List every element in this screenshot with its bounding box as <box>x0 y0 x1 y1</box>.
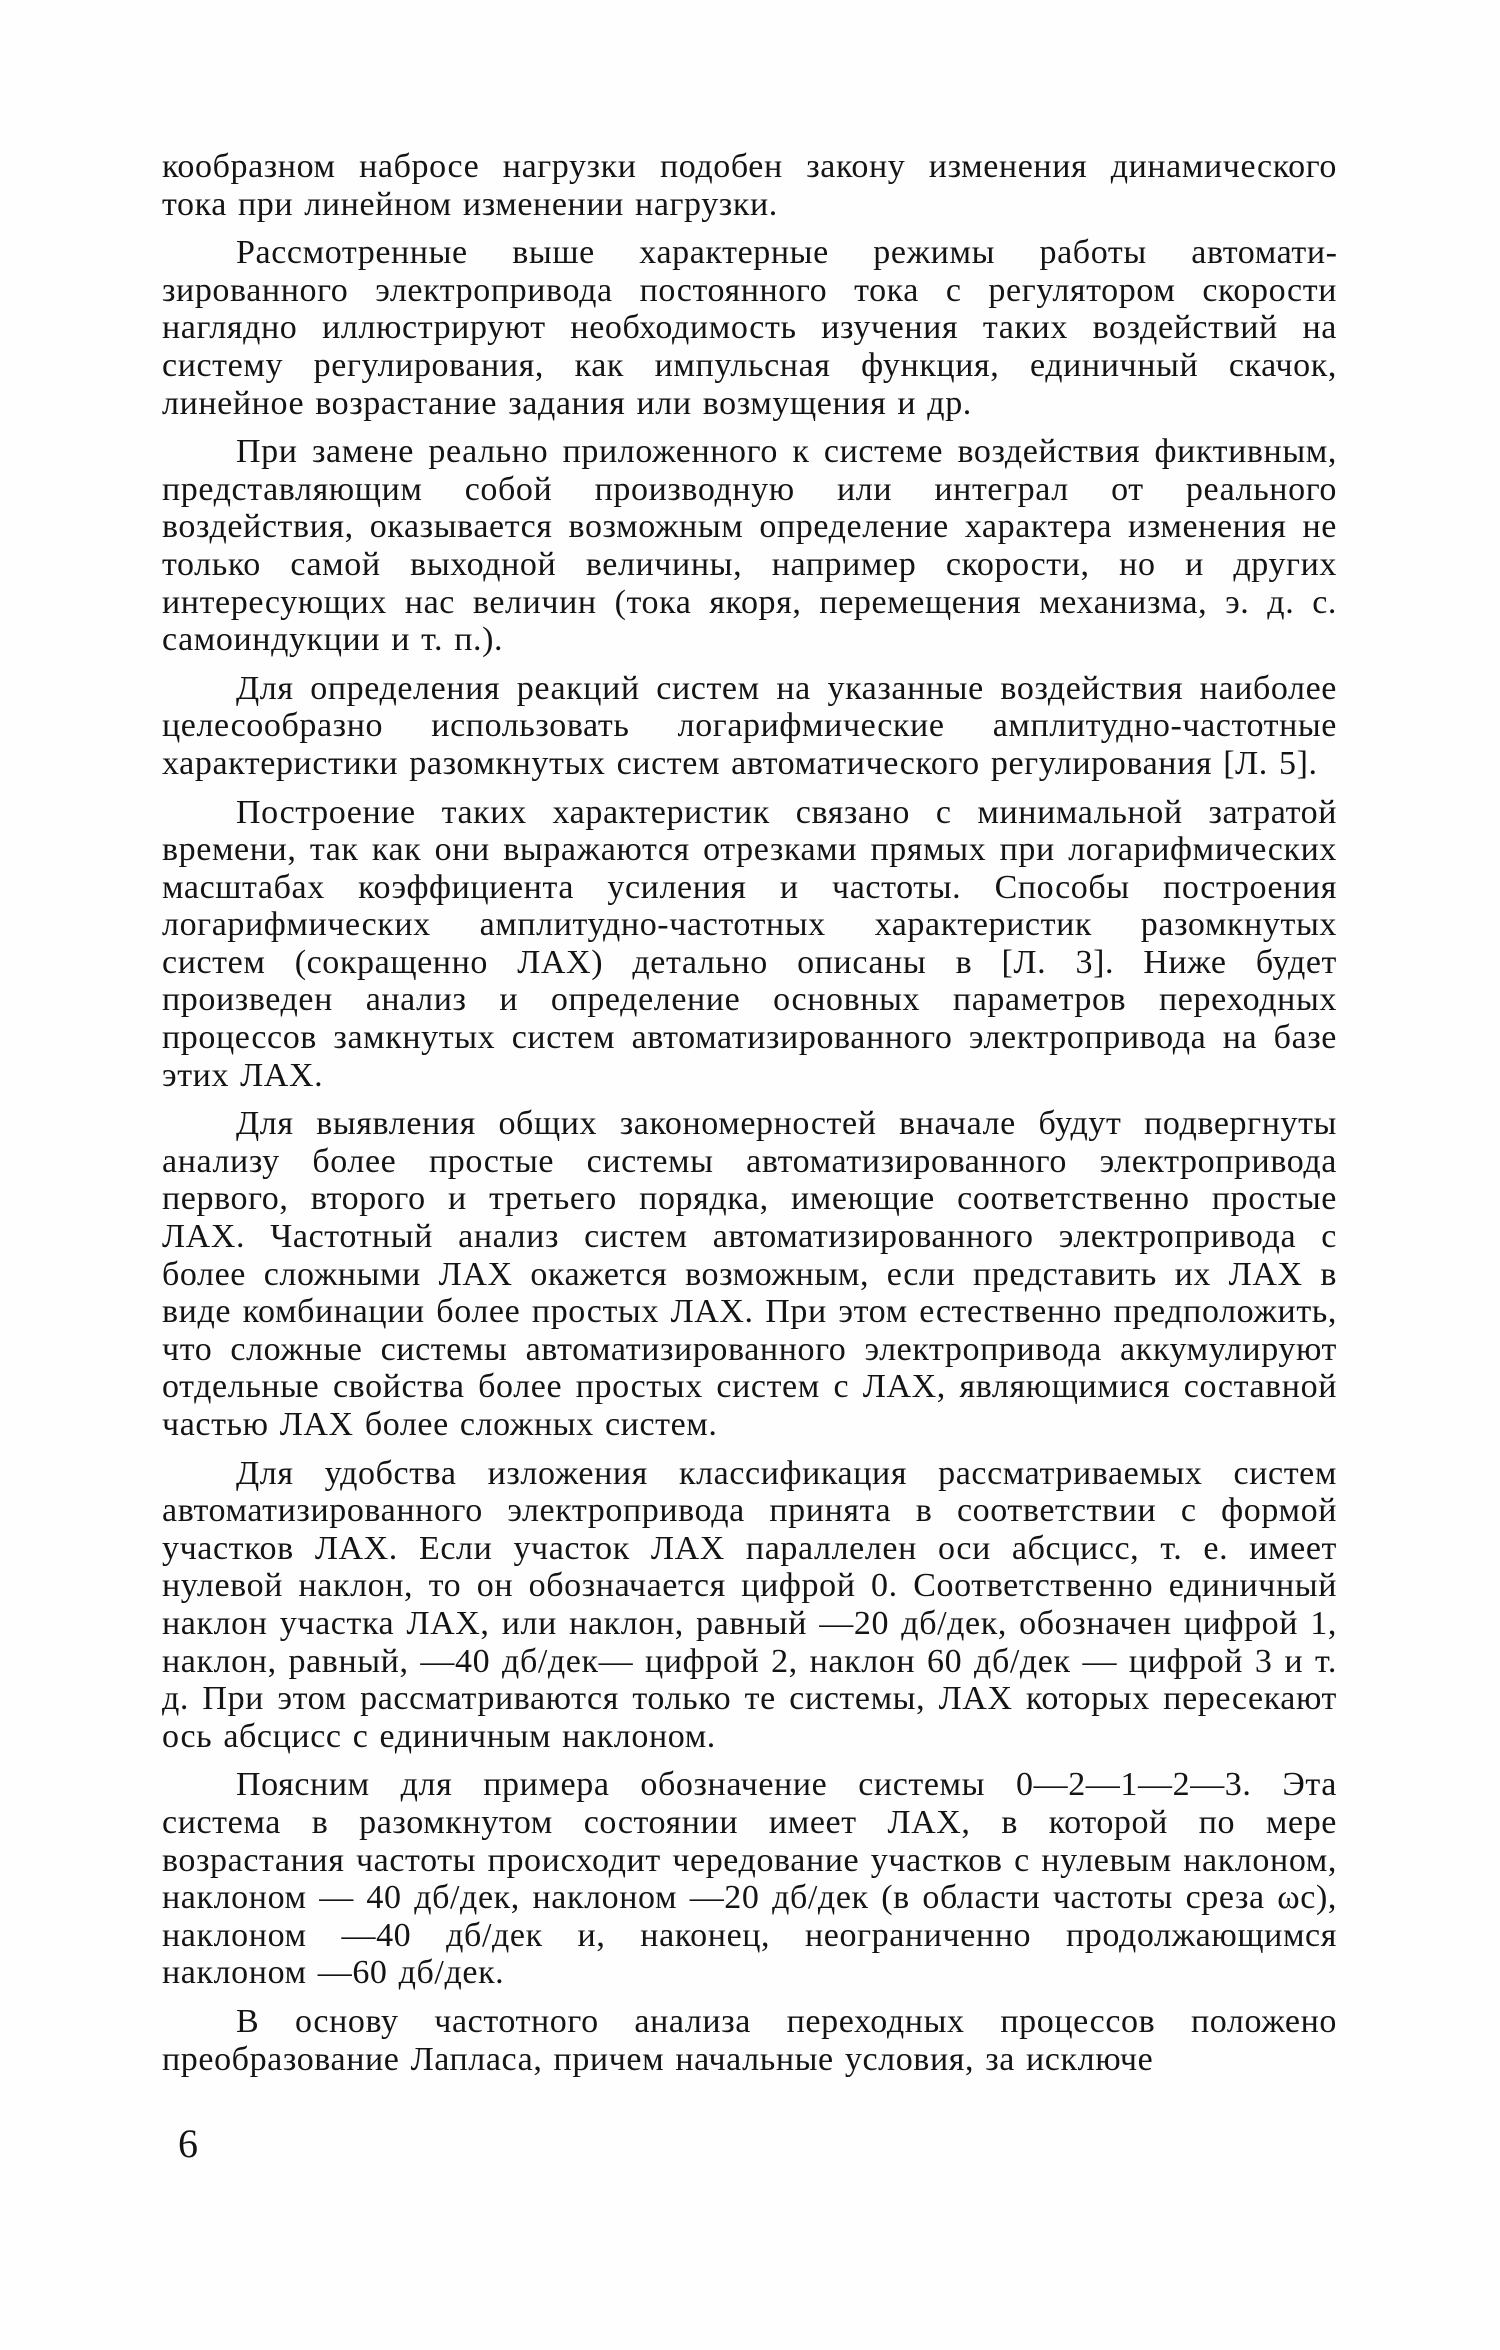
paragraph-1: кообразном набросе нагрузки подобен закону изменения динамического тока при линейном изменении нагрузки. <box>162 148 1337 223</box>
paragraph-4: Для определения реакций систем на указанные воздействия наиболее целесообразно использовать логарифмические амплитудно-частотные характеристики разомкнутых систем автоматического регулирования [Л. 5]. <box>162 669 1337 782</box>
paragraph-6: Для выявления общих закономерностей вначале будут подвергнуты анализу более простые системы автоматизированного электропривода первого, второго и третьего порядка, имеющие соответственно простые ЛАХ. Частотный анализ систем автоматизированного электропривода с более сложными ЛАХ окажется возможным, если представить их ЛАХ в виде комбинации более простых ЛАХ. При этом естественно предположить, что сложные системы автоматизированного электропривода аккумулируют отдельные свойства более простых систем с ЛАХ, являющимися составной частью ЛАХ более сложных систем. <box>162 1105 1337 1443</box>
paragraph-2: Рассмотренные выше характерные режимы работы автоматизированного электропривода постоянного тока с регулятором скорости наглядно иллюстрируют необходимость изучения таких воздействий на систему регулирования, как импульсная функция, единичный скачок, линейное возрастание задания или возмущения и др. <box>162 234 1337 422</box>
paragraph-5: Построение таких характеристик связано с минимальной затратой времени, так как они выражаются отрезками прямых при логарифмических масштабах коэффициента усиления и частоты. Способы построения логарифмических амплитудно-частотных характеристик разомкнутых систем (сокращенно ЛАХ) детально описаны в [Л. 3]. Ниже будет произведен анализ и определение основных параметров переходных процессов замкнутых систем автоматизированного электропривода на базе этих ЛАХ. <box>162 793 1337 1094</box>
paragraph-8: Поясним для примера обозначение системы 0—2—1—2—3. Эта система в разомкнутом состоянии имеет ЛАХ, в которой по мере возрастания частоты происходит чередование участков с нулевым наклоном, наклоном — 40 дб/дек, наклоном —20 дб/дек (в области частоты среза ωс), наклоном —40 дб/дек и, наконец, неограниченно продолжающимся наклоном —60 дб/дек. <box>162 1766 1337 1992</box>
paragraph-9: В основу частотного анализа переходных процессов положено преобразование Лапласа, причем начальные условия, за исключе <box>162 2002 1337 2078</box>
paragraph-7: Для удобства изложения классификация рассматриваемых систем автоматизированного электропривода принята в соответствии с формой участков ЛАХ. Если участок ЛАХ параллелен оси абсцисс, т. е. имеет нулевой наклон, то он обозначается цифрой 0. Соответственно единичный наклон участка ЛАХ, или наклон, равный —20 дб/дек, обозначен цифрой 1, наклон, равный, —40 дб/дек— цифрой 2, наклон 60 дб/дек — цифрой 3 и т. д. При этом рассматриваются только те системы, ЛАХ которых пересекают ось абсцисс с единичным наклоном. <box>162 1454 1337 1755</box>
page-number: 6 <box>178 2121 198 2166</box>
paragraph-3: При замене реально приложенного к системе воздействия фиктивным, представляющим собой производную или интеграл от реального воздействия, оказывается возможным определение характера изменения не только самой выходной величины, например скорости, но и других интересующих нас величин (тока якоря, перемещения механизма, э. д. с. самоиндукции и т. п.). <box>162 433 1337 659</box>
body-text <box>162 148 1337 2089</box>
